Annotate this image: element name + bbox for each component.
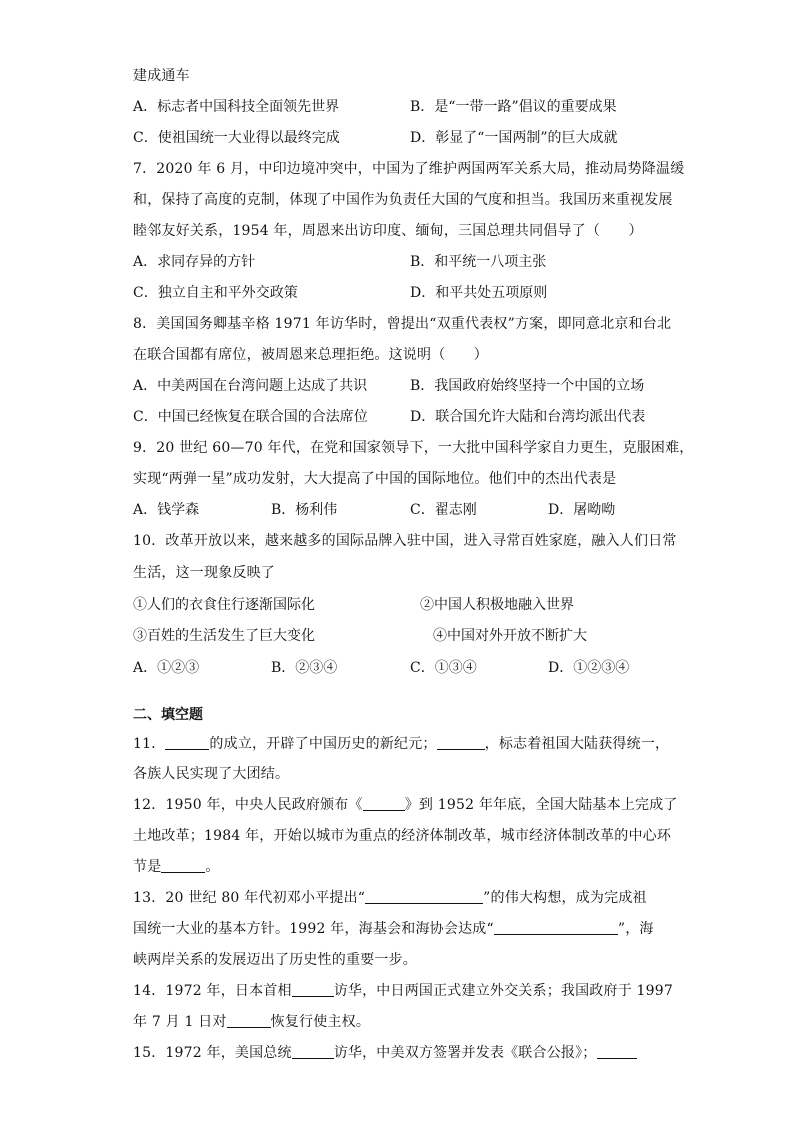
- q13-text-2: ”的伟大构想，成为完成祖: [483, 890, 647, 906]
- q6-option-c: C．使祖国统一大业得以最终完成: [133, 130, 340, 146]
- q10-option-b: B．②③④: [271, 660, 338, 676]
- q7-stem-line-1: 7．2020 年 6 月，中印边境冲突中，中国为了维护两国两军关系大局，推动局势降温缓: [133, 161, 685, 177]
- q8-option-b: B．我国政府始终坚持一个中国的立场: [410, 378, 645, 394]
- q11-line-2: 各族人民实现了大团结。: [133, 766, 290, 782]
- q10-option-a: A．①②③: [133, 660, 200, 676]
- q10-statement-1: ①人们的衣食住行逐渐国际化: [133, 597, 315, 613]
- q6-option-d: D．彰显了“一国两制”的巨大成就: [410, 130, 618, 146]
- q15-line-1: [133, 1043, 637, 1063]
- q10-option-d: D．①②③④: [548, 660, 630, 676]
- q13-line-2: [133, 919, 654, 939]
- q11-text-2: ，标志着祖国大陆获得统一，: [484, 736, 670, 752]
- q14-line-2: [133, 1012, 370, 1032]
- q12-line-2: 土地改革；1984 年，开始以城市为重点的经济体制改革，城市经济体制改革的中心环: [133, 828, 672, 844]
- q15-text-2: 访华，中美双方签署并发表《联合公报》；: [333, 1045, 597, 1061]
- q13-text-4: ”，海: [617, 921, 654, 937]
- section-title: 二、填空题: [133, 707, 203, 723]
- q6-option-a: A．标志者中国科技全面领先世界: [133, 99, 340, 115]
- q15-text-1: 15．1972 年，美国总统: [133, 1045, 292, 1061]
- q8-option-c: C．中国已经恢复在联合国的合法席位: [133, 409, 368, 425]
- q8-option-d: D．联合国允许大陆和台湾均派出代表: [410, 409, 646, 425]
- answer-blank[interactable]: [365, 889, 483, 904]
- answer-blank[interactable]: [437, 735, 485, 750]
- q13-text-1: 13．20 世纪 80 年代初邓小平提出“: [133, 890, 366, 906]
- answer-blank[interactable]: [161, 858, 205, 873]
- q9-option-d: D．屠呦呦: [548, 502, 616, 518]
- q12-line-1: [133, 795, 678, 815]
- q7-option-d: D．和平共处五项原则: [410, 285, 548, 301]
- q10-stem-line-1: 10．改革开放以来，越来越多的国际品牌入驻中国，进入寻常百姓家庭，融入人们日常: [133, 533, 677, 549]
- q13-line-1: [133, 888, 647, 908]
- q9-option-c: C．翟志刚: [410, 502, 477, 518]
- answer-blank[interactable]: [363, 796, 405, 811]
- q8-stem-line-2: 在联合国都有席位，被周恩来总理拒绝。这说明（ ）: [133, 347, 488, 363]
- q11-line-1: [133, 734, 669, 754]
- q9-option-b: B．杨利伟: [271, 502, 338, 518]
- q12-text-4: 。: [205, 859, 220, 875]
- q12-text-1: 12．1950 年，中央人民政府颁布《: [133, 797, 363, 813]
- q7-stem-line-3: 睦邻友好关系，1954 年，周恩来出访印度、缅甸，三国总理共同倡导了（ ）: [133, 223, 643, 239]
- q6-option-b: B．是“一带一路”倡议的重要成果: [410, 99, 617, 115]
- answer-blank[interactable]: [292, 1044, 334, 1059]
- q10-statement-2: ②中国人积极地融入世界: [420, 597, 574, 613]
- q10-stem-line-2: 生活，这一现象反映了: [133, 565, 275, 581]
- q14-text-1: 14．1972 年，日本首相: [133, 983, 292, 999]
- q7-option-c: C．独立自主和平外交政策: [133, 285, 298, 301]
- q8-option-a: A．中美两国在台湾问题上达成了共识: [133, 378, 368, 394]
- answer-blank[interactable]: [227, 1013, 271, 1028]
- q14-line-1: [133, 981, 673, 1001]
- q13-line-3: 峡两岸关系的发展迈出了历史性的重要一步。: [133, 952, 417, 968]
- q10-option-c: C．①③④: [410, 660, 477, 676]
- q8-stem-line-1: 8．美国国务卿基辛格 1971 年访华时，曾提出“双重代表权”方案，即同意北京和台北: [133, 316, 672, 332]
- q10-statement-4: ④中国对外开放不断扩大: [433, 628, 587, 644]
- q14-text-4: 恢复行使主权。: [270, 1014, 371, 1030]
- q14-text-2: 访华，中日两国正式建立外交关系；我国政府于 1997: [333, 983, 673, 999]
- q12-text-2: 》到 1952 年年底，全国大陆基本上完成了: [404, 797, 678, 813]
- q10-statement-3: ③百姓的生活发生了巨大变化: [133, 628, 315, 644]
- q9-stem-line-2: 实现“两弹一星”成功发射，大大提高了中国的国际地位。他们中的杰出代表是: [133, 471, 617, 487]
- q12-line-3: [133, 857, 220, 877]
- q13-text-3: 国统一大业的基本方针。1992 年，海基会和海协会达成“: [133, 921, 494, 937]
- q6-continuation: 建成通车: [133, 68, 190, 84]
- answer-blank[interactable]: [494, 920, 618, 935]
- q11-text-1: 的成立，开辟了中国历史的新纪元；: [209, 736, 437, 752]
- answer-blank[interactable]: [292, 982, 334, 997]
- q14-text-3: 年 7 月 1 日对: [133, 1014, 227, 1030]
- answer-blank[interactable]: [597, 1044, 637, 1059]
- q7-stem-line-2: 和，保持了高度的克制，体现了中国作为负责任大国的气度和担当。我国历来重视发展: [133, 192, 673, 208]
- q9-stem-line-1: 9．20 世纪 60—70 年代，在党和国家领导下，一大批中国科学家自力更生，克服困难，: [133, 440, 694, 456]
- q12-text-3: 节是: [133, 859, 162, 875]
- q9-option-a: A．钱学森: [133, 502, 200, 518]
- q7-option-b: B．和平统一八项主张: [410, 254, 547, 270]
- q11-number: 11．: [133, 736, 166, 752]
- answer-blank[interactable]: [165, 735, 209, 750]
- q7-option-a: A．求同存异的方针: [133, 254, 256, 270]
